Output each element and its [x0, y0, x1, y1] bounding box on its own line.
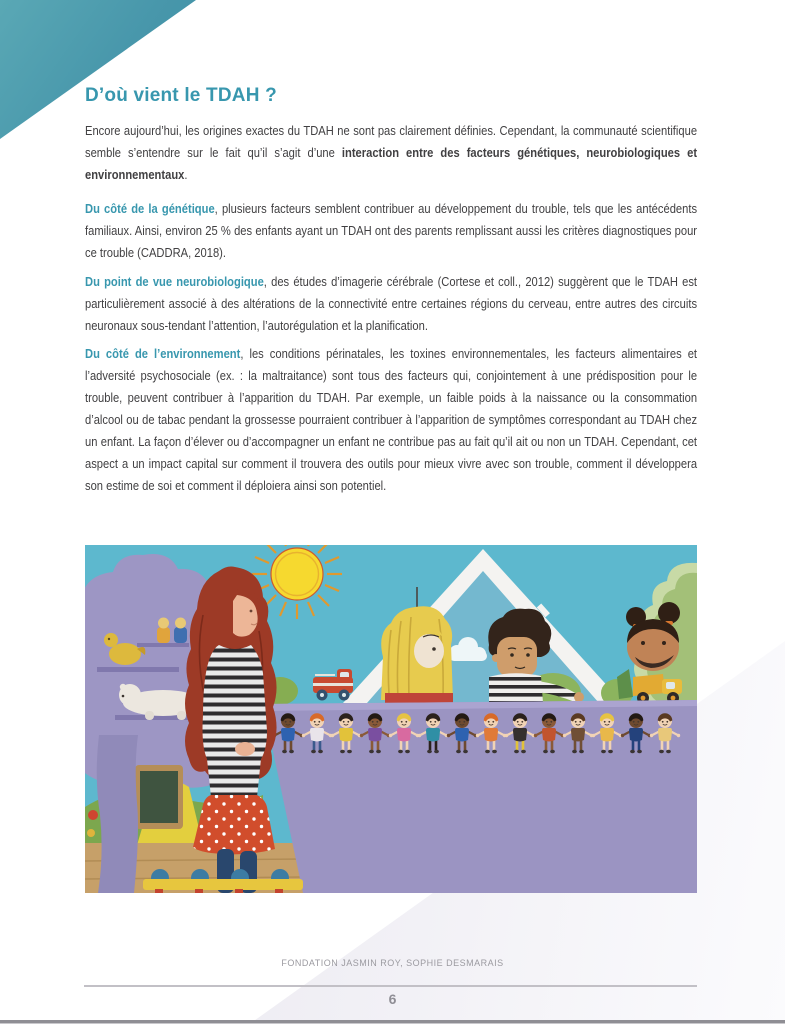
paragraph-text: , les conditions périnatales, les toxines environnementales, les facteurs alimentaires et l’adversité psychosociale (ex. : la maltraitance) sont tous des facteurs qui, conjointement à une prédisposition pour le trouble, peuvent contribuer à l’apparition du TDAH. Par exemple, un faible poids à la naissance ou la consommation d’alcool ou de tabac pendant la grossesse pourraient contribuer à l’apparition de symptômes correspondant au TDAH chez un enfant. La façon d’élever ou d’accompagner un enfant ne contribue pas au fait qu’il ait ou non un TDAH. Cependant, cet aspect a un impact capital sur comment il trouvera des outils pour mieux vivre avec son trouble, comment il développera son estime de soi et comment il déploiera ainsi son potentiel.: [85, 346, 698, 493]
paragraph-intro: [85, 120, 697, 186]
page-title: D’où vient le TDAH ?: [85, 85, 277, 106]
footer-divider: [84, 985, 697, 987]
presenter-woman: [185, 567, 277, 894]
page-number: 6: [388, 991, 397, 1007]
woman-striped-top: [203, 645, 268, 797]
paragraph-lead-neurobiology: Du point de vue neurobiologique: [85, 274, 264, 289]
paragraph-text: Encore aujourd’hui, les origines exactes du TDAH ne sont pas clairement définies. Cependant, la communauté scientifique semble s’entendre sur le fait qu’il s’agit d’une: [85, 123, 698, 160]
page-content: [85, 0, 697, 893]
paragraph-lead-genetics: Du côté de la génétique: [85, 201, 215, 216]
paragraph-text: , des études d’imagerie cérébrale (Cortese et coll., 2012) suggèrent que le TDAH est particulièrement associé à des altérations de la connectivité entre certaines régions du cerveau, entre autres des circuits neuronaux sous-tendant l’attention, l’autorégulation et la planification.: [85, 274, 698, 333]
paragraph-text: , plusieurs facteurs semblent contribuer au développement du trouble, tels que les antécédents familiaux. Ainsi, environ 25 % des enfants ayant un TDAH ont des parents remplissant aussi les critères diagnostiques pour ce trouble (CADDRA, 2018).: [85, 201, 698, 260]
footer-organization: FONDATION JASMIN ROY, SOPHIE DESMARAIS: [281, 958, 504, 968]
paragraph-environment: [85, 343, 697, 497]
paragraph-genetics: [85, 198, 697, 264]
woman-polka-skirt: [193, 795, 275, 854]
paragraph-lead-environment: Du côté de l’environnement: [85, 346, 241, 361]
woman-hands: [235, 742, 255, 756]
paragraph-text: .: [184, 167, 188, 182]
paragraph-neurobiology: [85, 271, 697, 337]
purple-pillar: [97, 735, 138, 893]
puppet-show-photo: [85, 545, 697, 893]
paragraph-bold-phrase: interaction entre des facteurs génétiques, neurobiologiques et environnementaux: [85, 145, 698, 182]
puppet-show-photo-illustration: [85, 545, 697, 893]
